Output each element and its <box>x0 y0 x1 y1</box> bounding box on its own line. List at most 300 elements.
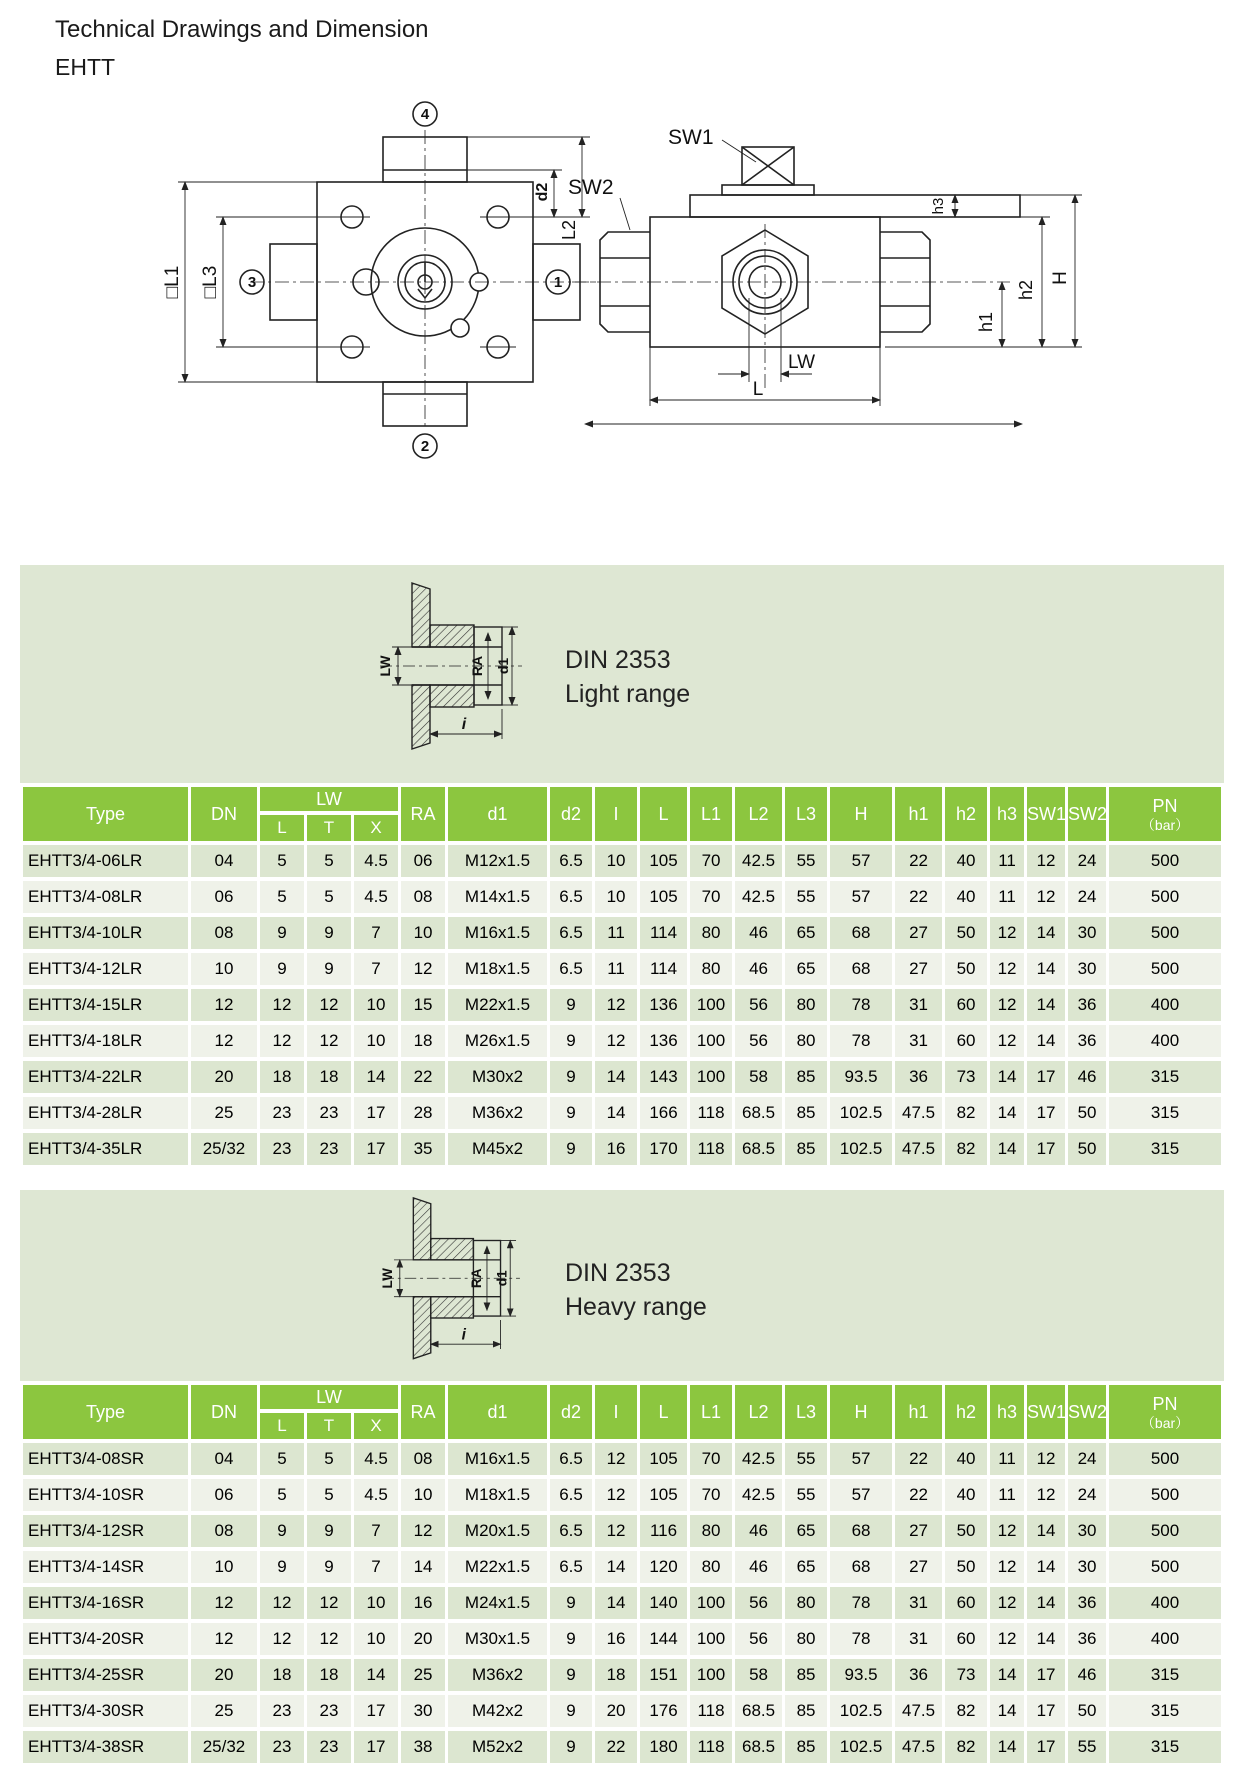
cell-value: M18x1.5 <box>448 1479 547 1511</box>
cell-value: 17 <box>354 1133 398 1165</box>
cell-value: 06 <box>191 1479 257 1511</box>
col-header-type: Type <box>23 1385 188 1439</box>
cell-value: 14 <box>595 1061 637 1093</box>
light-fitting-drawing <box>350 579 560 776</box>
cell-value: 80 <box>785 989 827 1021</box>
cell-value: 500 <box>1109 845 1221 877</box>
cell-value: 17 <box>1027 1659 1065 1691</box>
table-row <box>23 1551 1221 1583</box>
dim-label-L: L <box>752 379 764 400</box>
pn-label: PN <box>1152 1394 1178 1414</box>
cell-value: 57 <box>830 1443 892 1475</box>
col-header-h2: h2 <box>945 1385 987 1439</box>
cell-value: 50 <box>1068 1695 1106 1727</box>
cell-value: 14 <box>1027 1515 1065 1547</box>
cell-type: EHTT3/4-28LR <box>23 1097 188 1129</box>
cell-value: 57 <box>830 845 892 877</box>
cell-value: 118 <box>690 1731 732 1763</box>
cell-value: 9 <box>260 917 304 949</box>
cell-value: 31 <box>895 989 942 1021</box>
dim-label-L1: □L1 <box>162 265 183 299</box>
cell-value: 118 <box>690 1133 732 1165</box>
cell-value: 12 <box>990 1515 1024 1547</box>
cell-value: 6.5 <box>550 917 592 949</box>
dim-label-H: H <box>1050 271 1071 285</box>
cell-value: 116 <box>640 1515 687 1547</box>
cell-type: EHTT3/4-35LR <box>23 1133 188 1165</box>
cell-value: 25 <box>401 1659 445 1691</box>
cell-value: 22 <box>401 1061 445 1093</box>
cell-value: 17 <box>354 1695 398 1727</box>
cell-value: 24 <box>1068 1479 1106 1511</box>
col-header-h1: h1 <box>895 1385 942 1439</box>
cell-value: 151 <box>640 1659 687 1691</box>
cell-value: 11 <box>990 1479 1024 1511</box>
cell-value: 24 <box>1068 881 1106 913</box>
cell-value: 30 <box>1068 1551 1106 1583</box>
cell-value: 04 <box>191 1443 257 1475</box>
cell-value: 4.5 <box>354 1479 398 1511</box>
pn-unit-label: （bar） <box>1140 817 1190 833</box>
fitting-label-ra: RA <box>469 1268 485 1289</box>
col-header-h: H <box>830 787 892 841</box>
cell-type: EHTT3/4-38SR <box>23 1731 188 1763</box>
cell-value: 14 <box>1027 917 1065 949</box>
port-4-label: 4 <box>420 106 430 123</box>
cell-value: 12 <box>990 989 1024 1021</box>
cell-value: 6.5 <box>550 953 592 985</box>
cell-value: 42.5 <box>735 845 782 877</box>
technical-drawing <box>130 92 1090 464</box>
cell-value: 93.5 <box>830 1659 892 1691</box>
cell-value: M16x1.5 <box>448 917 547 949</box>
cell-value: 17 <box>1027 1731 1065 1763</box>
cell-value: 28 <box>401 1097 445 1129</box>
cell-value: 14 <box>354 1659 398 1691</box>
cell-value: 50 <box>945 917 987 949</box>
cell-value: 500 <box>1109 917 1221 949</box>
cell-type: EHTT3/4-14SR <box>23 1551 188 1583</box>
page-title: Technical Drawings and Dimension <box>55 16 429 43</box>
cell-value: 12 <box>307 989 351 1021</box>
col-header-lw-group: LW <box>260 1385 398 1409</box>
cell-value: M30x1.5 <box>448 1623 547 1655</box>
cell-value: 82 <box>945 1695 987 1727</box>
cell-value: 105 <box>640 1479 687 1511</box>
cell-value: 46 <box>735 917 782 949</box>
cell-value: 5 <box>307 1443 351 1475</box>
cell-value: 100 <box>690 989 732 1021</box>
cell-value: 12 <box>307 1587 351 1619</box>
pn-label: PN <box>1152 796 1178 816</box>
cell-value: 47.5 <box>895 1731 942 1763</box>
heavy-table-body <box>23 1443 1221 1763</box>
heavy-range-panel <box>20 1190 1224 1383</box>
cell-value: 68.5 <box>735 1133 782 1165</box>
cell-value: M20x1.5 <box>448 1515 547 1547</box>
cell-type: EHTT3/4-12SR <box>23 1515 188 1547</box>
cell-value: 12 <box>191 1587 257 1619</box>
table-row <box>23 845 1221 877</box>
table-row <box>23 1097 1221 1129</box>
port-3-label: 3 <box>247 274 257 291</box>
col-header-sw1: SW1 <box>1027 787 1065 841</box>
range-name: Heavy range <box>565 1293 707 1321</box>
col-header-pn <box>1109 787 1221 841</box>
col-header-h3: h3 <box>990 1385 1024 1439</box>
cell-value: 20 <box>401 1623 445 1655</box>
cell-value: 56 <box>735 989 782 1021</box>
cell-value: 180 <box>640 1731 687 1763</box>
cell-value: 30 <box>401 1695 445 1727</box>
cell-value: 14 <box>990 1659 1024 1691</box>
cell-value: M24x1.5 <box>448 1587 547 1619</box>
cell-value: 65 <box>785 917 827 949</box>
cell-value: 114 <box>640 917 687 949</box>
cell-value: 27 <box>895 1551 942 1583</box>
cell-value: M22x1.5 <box>448 1551 547 1583</box>
cell-value: M36x2 <box>448 1659 547 1691</box>
cell-value: 17 <box>1027 1695 1065 1727</box>
cell-value: 36 <box>895 1061 942 1093</box>
cell-value: 144 <box>640 1623 687 1655</box>
col-header-l2: L2 <box>735 787 782 841</box>
fitting-label-i: i <box>461 716 467 733</box>
cell-value: M30x2 <box>448 1061 547 1093</box>
cell-value: 10 <box>401 917 445 949</box>
cell-value: 6.5 <box>550 1551 592 1583</box>
cell-value: 6.5 <box>550 881 592 913</box>
cell-value: 25 <box>191 1695 257 1727</box>
cell-value: 36 <box>1068 989 1106 1021</box>
cell-value: 40 <box>945 1443 987 1475</box>
cell-value: 55 <box>785 881 827 913</box>
cell-value: 136 <box>640 1025 687 1057</box>
cell-value: 25 <box>191 1097 257 1129</box>
cell-value: M14x1.5 <box>448 881 547 913</box>
cell-value: 7 <box>354 1551 398 1583</box>
cell-value: 22 <box>895 1443 942 1475</box>
col-header-h: H <box>830 1385 892 1439</box>
cell-value: 12 <box>191 989 257 1021</box>
cell-value: 25/32 <box>191 1133 257 1165</box>
cell-value: 18 <box>595 1659 637 1691</box>
cell-value: 78 <box>830 1623 892 1655</box>
cell-value: 58 <box>735 1659 782 1691</box>
table-row <box>23 1133 1221 1165</box>
cell-value: 22 <box>895 845 942 877</box>
table-row <box>23 917 1221 949</box>
cell-value: 46 <box>735 1515 782 1547</box>
col-header-type: Type <box>23 787 188 841</box>
cell-value: 12 <box>595 989 637 1021</box>
cell-value: 5 <box>260 1443 304 1475</box>
cell-value: 10 <box>191 953 257 985</box>
cell-value: 82 <box>945 1731 987 1763</box>
cell-value: 56 <box>735 1025 782 1057</box>
cell-value: 50 <box>1068 1097 1106 1129</box>
cell-value: 5 <box>307 881 351 913</box>
cell-value: 04 <box>191 845 257 877</box>
cell-value: 12 <box>260 989 304 1021</box>
col-header-l: L <box>640 787 687 841</box>
cell-value: 12 <box>307 1623 351 1655</box>
cell-value: 50 <box>945 953 987 985</box>
cell-value: 6.5 <box>550 1515 592 1547</box>
fitting-label-d1: d1 <box>494 1270 510 1287</box>
cell-value: 42.5 <box>735 881 782 913</box>
cell-value: 42.5 <box>735 1479 782 1511</box>
col-header-lw-group: LW <box>260 787 398 811</box>
cell-value: 85 <box>785 1133 827 1165</box>
cell-value: 65 <box>785 1551 827 1583</box>
col-header-sw2: SW2 <box>1068 1385 1106 1439</box>
cell-value: 93.5 <box>830 1061 892 1093</box>
col-header-l1: L1 <box>690 787 732 841</box>
cell-value: 85 <box>785 1731 827 1763</box>
cell-value: 68.5 <box>735 1097 782 1129</box>
cell-value: 12 <box>260 1025 304 1057</box>
cell-value: 136 <box>640 989 687 1021</box>
cell-value: 14 <box>1027 1025 1065 1057</box>
cell-value: 17 <box>1027 1097 1065 1129</box>
table-row <box>23 1587 1221 1619</box>
dim-label-L2: L2 <box>559 219 579 241</box>
cell-value: 17 <box>354 1731 398 1763</box>
cell-value: 12 <box>1027 1443 1065 1475</box>
cell-value: 10 <box>354 989 398 1021</box>
cell-value: 80 <box>690 953 732 985</box>
col-header-h2: h2 <box>945 787 987 841</box>
fitting-label-lw: LW <box>380 1268 396 1289</box>
cell-value: 9 <box>550 1695 592 1727</box>
cell-value: 315 <box>1109 1731 1221 1763</box>
cell-value: 9 <box>260 1551 304 1583</box>
cell-value: 100 <box>690 1623 732 1655</box>
cell-value: 14 <box>990 1061 1024 1093</box>
cell-value: 500 <box>1109 1443 1221 1475</box>
cell-value: 50 <box>945 1515 987 1547</box>
cell-value: 10 <box>595 845 637 877</box>
cell-value: M45x2 <box>448 1133 547 1165</box>
dim-label-h1: h1 <box>976 311 996 333</box>
cell-value: 9 <box>550 1659 592 1691</box>
cell-value: 105 <box>640 845 687 877</box>
light-range-table <box>20 783 1224 1169</box>
cell-value: 500 <box>1109 1479 1221 1511</box>
din-standard: DIN 2353 <box>565 646 671 674</box>
cell-value: 23 <box>260 1133 304 1165</box>
cell-value: 24 <box>1068 845 1106 877</box>
cell-value: 166 <box>640 1097 687 1129</box>
cell-value: 9 <box>307 1551 351 1583</box>
cell-value: 500 <box>1109 1515 1221 1547</box>
cell-value: 40 <box>945 845 987 877</box>
cell-value: 12 <box>595 1515 637 1547</box>
cell-value: 78 <box>830 989 892 1021</box>
light-range-caption <box>565 643 690 711</box>
cell-value: 73 <box>945 1659 987 1691</box>
cell-value: 57 <box>830 1479 892 1511</box>
cell-value: 100 <box>690 1659 732 1691</box>
cell-value: 17 <box>1027 1133 1065 1165</box>
cell-type: EHTT3/4-22LR <box>23 1061 188 1093</box>
fitting-label-i: i <box>461 1326 466 1344</box>
cell-value: 36 <box>1068 1025 1106 1057</box>
cell-value: 18 <box>401 1025 445 1057</box>
col-header-dn: DN <box>191 787 257 841</box>
cell-value: 65 <box>785 953 827 985</box>
fitting-label-d1: d1 <box>495 657 511 675</box>
cell-value: 50 <box>945 1551 987 1583</box>
cell-value: 7 <box>354 917 398 949</box>
cell-value: 18 <box>260 1061 304 1093</box>
cell-value: M26x1.5 <box>448 1025 547 1057</box>
cell-value: 11 <box>990 1443 1024 1475</box>
col-header-ra: RA <box>401 1385 445 1439</box>
cell-value: 118 <box>690 1097 732 1129</box>
cell-value: 12 <box>595 1025 637 1057</box>
cell-value: 36 <box>895 1659 942 1691</box>
cell-value: 60 <box>945 1025 987 1057</box>
cell-value: 47.5 <box>895 1133 942 1165</box>
cell-value: 9 <box>550 1025 592 1057</box>
cell-value: 400 <box>1109 1587 1221 1619</box>
cell-value: 9 <box>550 1097 592 1129</box>
cell-value: 31 <box>895 1025 942 1057</box>
range-name: Light range <box>565 680 691 708</box>
fitting-label-lw: LW <box>377 655 393 677</box>
cell-value: 50 <box>1068 1133 1106 1165</box>
cell-value: 68 <box>830 1515 892 1547</box>
cell-value: 102.5 <box>830 1695 892 1727</box>
cell-value: 70 <box>690 1479 732 1511</box>
cell-value: 12 <box>1027 881 1065 913</box>
cell-value: 40 <box>945 881 987 913</box>
cell-value: 68.5 <box>735 1731 782 1763</box>
cell-value: 06 <box>401 845 445 877</box>
cell-value: 315 <box>1109 1133 1221 1165</box>
cell-value: M16x1.5 <box>448 1443 547 1475</box>
heavy-range-table <box>20 1381 1224 1767</box>
cell-value: 20 <box>191 1659 257 1691</box>
cell-value: 12 <box>990 917 1024 949</box>
cell-value: 14 <box>595 1097 637 1129</box>
col-header-l3: L3 <box>785 787 827 841</box>
cell-value: 30 <box>1068 1515 1106 1547</box>
cell-value: 102.5 <box>830 1097 892 1129</box>
cell-value: 5 <box>260 881 304 913</box>
col-header-h3: h3 <box>990 787 1024 841</box>
col-header-d2: d2 <box>550 1385 592 1439</box>
cell-value: 20 <box>595 1695 637 1727</box>
cell-value: 16 <box>595 1133 637 1165</box>
cell-value: 170 <box>640 1133 687 1165</box>
dim-label-L3: □L3 <box>200 265 221 299</box>
col-header-ra: RA <box>401 787 445 841</box>
cell-value: 46 <box>1068 1659 1106 1691</box>
cell-value: 80 <box>690 1515 732 1547</box>
cell-value: 22 <box>595 1731 637 1763</box>
cell-value: 9 <box>550 989 592 1021</box>
cell-value: 102.5 <box>830 1133 892 1165</box>
cell-value: 9 <box>550 1731 592 1763</box>
col-header-d1: d1 <box>448 787 547 841</box>
fitting-label-ra: RA <box>469 655 485 677</box>
cell-type: EHTT3/4-25SR <box>23 1659 188 1691</box>
cell-value: 15 <box>401 989 445 1021</box>
cell-value: 23 <box>260 1731 304 1763</box>
cell-value: 46 <box>735 1551 782 1583</box>
cell-value: 12 <box>401 953 445 985</box>
cell-value: 400 <box>1109 1623 1221 1655</box>
cell-value: 40 <box>945 1479 987 1511</box>
cell-value: 14 <box>990 1731 1024 1763</box>
col-header-lw-x: X <box>354 1413 398 1439</box>
cell-value: 102.5 <box>830 1731 892 1763</box>
cell-value: 12 <box>191 1025 257 1057</box>
cell-value: 140 <box>640 1587 687 1619</box>
cell-value: 11 <box>595 953 637 985</box>
cell-value: 68.5 <box>735 1695 782 1727</box>
col-header-lw-t: T <box>307 815 351 841</box>
cell-value: 80 <box>690 917 732 949</box>
cell-value: 36 <box>1068 1623 1106 1655</box>
cell-value: 70 <box>690 1443 732 1475</box>
cell-value: 14 <box>1027 989 1065 1021</box>
table-row <box>23 1659 1221 1691</box>
col-header-lw-l: L <box>260 815 304 841</box>
table-row <box>23 1731 1221 1763</box>
cell-value: 5 <box>260 1479 304 1511</box>
cell-type: EHTT3/4-10LR <box>23 917 188 949</box>
cell-value: 9 <box>550 1061 592 1093</box>
dim-label-h3: h3 <box>930 197 947 215</box>
cell-value: 31 <box>895 1623 942 1655</box>
cell-value: 14 <box>354 1061 398 1093</box>
pn-unit-label: （bar） <box>1140 1415 1190 1431</box>
cell-value: 12 <box>191 1623 257 1655</box>
cell-value: 06 <box>191 881 257 913</box>
cell-value: 9 <box>307 953 351 985</box>
cell-value: 56 <box>735 1587 782 1619</box>
dim-label-d2: d2 <box>534 182 551 202</box>
cell-value: 105 <box>640 881 687 913</box>
cell-value: 105 <box>640 1443 687 1475</box>
cell-value: 4.5 <box>354 1443 398 1475</box>
cell-value: 47.5 <box>895 1097 942 1129</box>
cell-value: 78 <box>830 1587 892 1619</box>
cell-value: 47.5 <box>895 1695 942 1727</box>
cell-value: 70 <box>690 881 732 913</box>
cell-value: 55 <box>785 1479 827 1511</box>
cell-value: 60 <box>945 1623 987 1655</box>
cell-value: 14 <box>1027 1551 1065 1583</box>
cell-value: 400 <box>1109 1025 1221 1057</box>
cell-value: 12 <box>990 953 1024 985</box>
col-header-d1: d1 <box>448 1385 547 1439</box>
col-header-h1: h1 <box>895 787 942 841</box>
col-header-pn <box>1109 1385 1221 1439</box>
cell-value: 9 <box>307 1515 351 1547</box>
cell-value: 08 <box>401 881 445 913</box>
cell-value: 24 <box>1068 1443 1106 1475</box>
dim-label-LW: LW <box>788 352 816 373</box>
cell-value: 85 <box>785 1097 827 1129</box>
cell-value: 14 <box>401 1551 445 1583</box>
cell-value: 80 <box>785 1025 827 1057</box>
cell-value: 5 <box>307 845 351 877</box>
